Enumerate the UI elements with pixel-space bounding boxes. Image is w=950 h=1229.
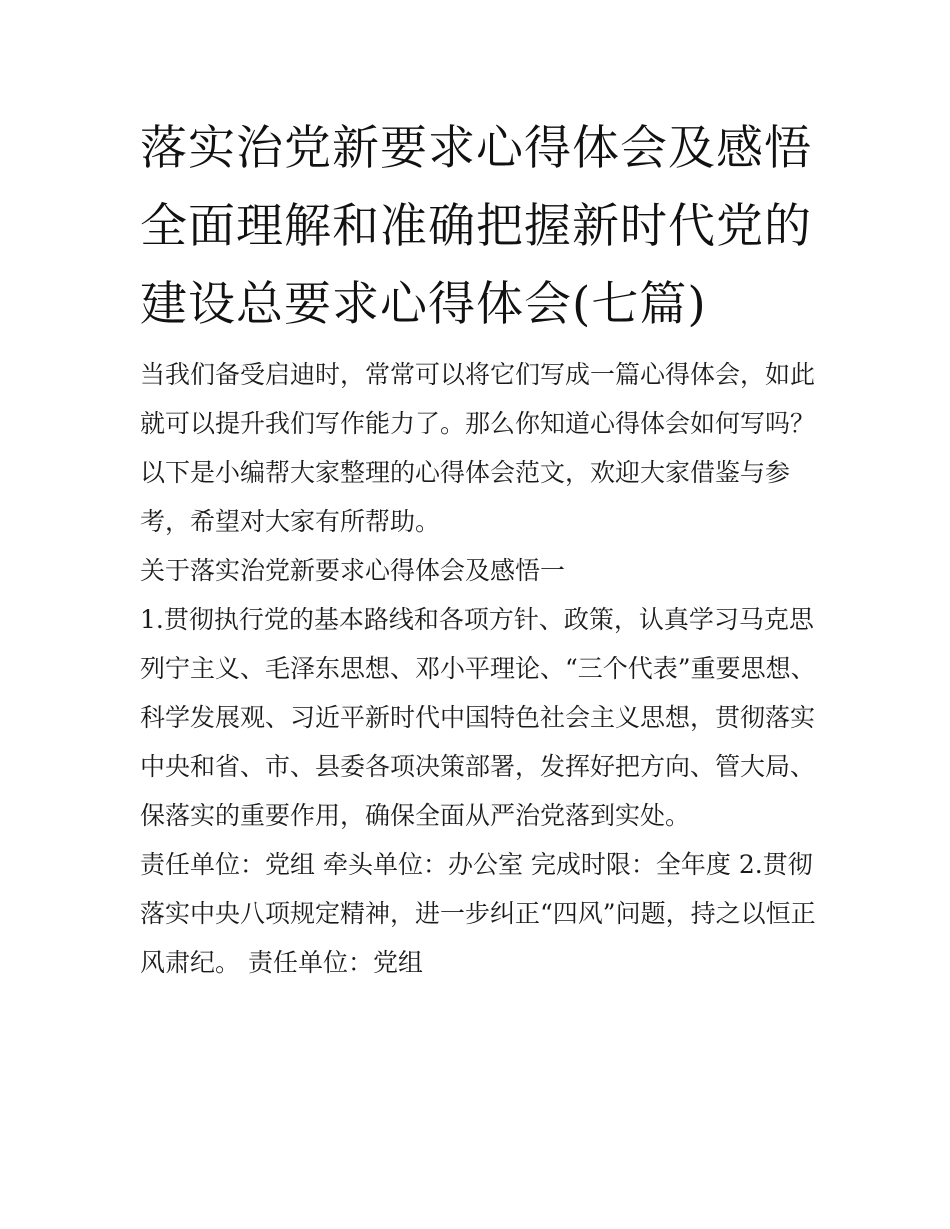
section-heading: 关于落实治党新要求心得体会及感悟一 [140, 556, 566, 585]
document-body [140, 350, 820, 987]
document-page [140, 110, 820, 987]
intro-paragraph: 当我们备受启迪时，常常可以将它们写成一篇心得体会，如此就可以提升我们写作能力了。那么你知道心得体会如何写吗？以下是小编帮大家整理的心得体会范文，欢迎大家借鉴与参考，希望对大家有所帮助。 [140, 360, 816, 536]
body-paragraph: 1.贯彻执行党的基本路线和各项方针、政策，认真学习马克思列宁主义、毛泽东思想、邓小平理论、“三个代表”重要思想、科学发展观、习近平新时代中国特色社会主义思想，贯彻落实中央和省、市、县委各项决策部署，发挥好把方向、管大局、保落实的重要作用，确保全面从严治党落到实处。 [140, 605, 816, 830]
body-paragraph: 责任单位：党组 牵头单位：办公室 完成时限：全年度 2.贯彻落实中央八项规定精神，进一步纠正“四风”问题，持之以恒正风肃纪。 责任单位：党组 [140, 850, 816, 977]
document-title: 落实治党新要求心得体会及感悟 全面理解和准确把握新时代党的建设总要求心得体会(七篇) [140, 121, 812, 332]
